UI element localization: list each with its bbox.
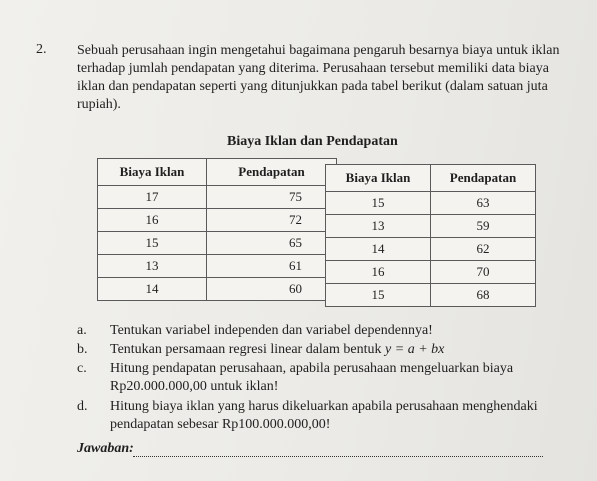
header-pendapatan: Pendapatan (207, 159, 337, 186)
cell-pendapatan: 59 (431, 215, 536, 238)
table-header-row (98, 159, 337, 186)
table-row (326, 238, 536, 261)
table-row (326, 215, 536, 238)
table-row (326, 192, 536, 215)
header-pendapatan: Pendapatan (431, 165, 536, 192)
table-header-row (326, 165, 536, 192)
table-row (98, 278, 337, 301)
table-row (98, 209, 337, 232)
cell-biaya-iklan: 15 (98, 232, 207, 255)
cell-biaya-iklan: 14 (98, 278, 207, 301)
cell-pendapatan: 60 (207, 278, 337, 301)
subquestion-label: d. (77, 399, 88, 414)
table-row (326, 261, 536, 284)
table-row (326, 284, 536, 307)
question-number: 2. (36, 42, 47, 57)
cell-biaya-iklan: 13 (326, 215, 431, 238)
cell-pendapatan: 70 (431, 261, 536, 284)
cell-pendapatan: 75 (207, 186, 337, 209)
cell-biaya-iklan: 17 (98, 186, 207, 209)
table-caption: Biaya Iklan dan Pendapatan (227, 134, 398, 149)
subquestion-label: a. (77, 323, 87, 338)
table-row (98, 186, 337, 209)
header-biaya-iklan: Biaya Iklan (326, 165, 431, 192)
subquestion-label: c. (77, 361, 87, 376)
cell-pendapatan: 68 (431, 284, 536, 307)
cell-biaya-iklan: 16 (98, 209, 207, 232)
answer-line[interactable] (133, 456, 543, 457)
data-table-2 (325, 164, 536, 307)
cell-biaya-iklan: 14 (326, 238, 431, 261)
subquestion-text: Hitung pendapatan perusahaan, apabila perusahaan mengeluarkan biaya Rp20.000.000,00 untuk iklan! (110, 361, 514, 394)
question-text: Sebuah perusahaan ingin mengetahui bagaimana pengaruh besarnya biaya untuk iklan terhadap jumlah pendapatan yang diterima. Perusahaan tersebut memiliki data biaya iklan dan pendapatan seperti yang ditunjukkan pada tabel berikut (dalam satuan juta rupiah). (77, 43, 560, 112)
subquestion-text: Tentukan variabel independen dan variabel dependennya! (110, 323, 433, 338)
cell-pendapatan: 63 (431, 192, 536, 215)
cell-biaya-iklan: 15 (326, 192, 431, 215)
subquestion-text: Tentukan persamaan regresi linear dalam bentuk (110, 342, 382, 357)
table-row (98, 232, 337, 255)
regression-equation: y = a + bx (385, 342, 445, 357)
cell-biaya-iklan: 16 (326, 261, 431, 284)
answer-label: Jawaban: (77, 441, 134, 456)
header-biaya-iklan: Biaya Iklan (98, 159, 207, 186)
cell-pendapatan: 72 (207, 209, 337, 232)
cell-biaya-iklan: 13 (98, 255, 207, 278)
subquestion-text: Hitung biaya iklan yang harus dikeluarkan apabila perusahaan menghendaki pendapatan sebesar Rp100.000.000,00! (110, 399, 538, 432)
cell-pendapatan: 62 (431, 238, 536, 261)
subquestion-label: b. (77, 342, 88, 357)
cell-pendapatan: 61 (207, 255, 337, 278)
cell-biaya-iklan: 15 (326, 284, 431, 307)
data-table-1 (97, 158, 337, 301)
cell-pendapatan: 65 (207, 232, 337, 255)
table-row (98, 255, 337, 278)
